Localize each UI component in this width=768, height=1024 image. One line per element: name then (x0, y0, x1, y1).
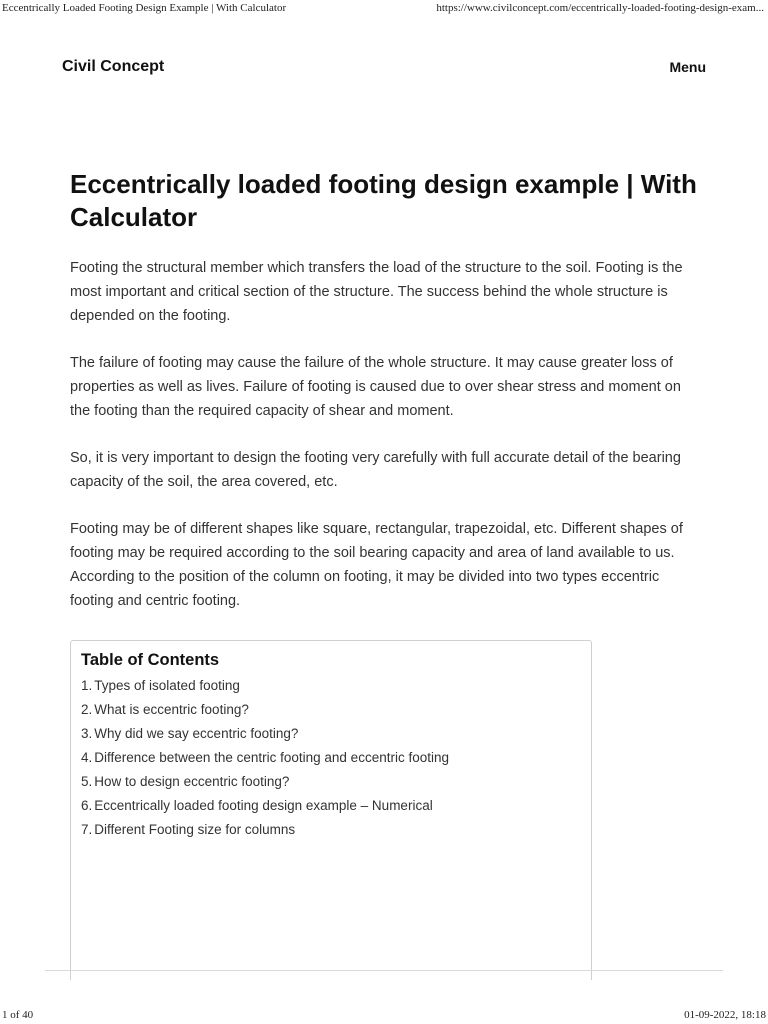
toc-item-label: Eccentrically loaded footing design example – Numerical (94, 798, 433, 813)
toc-item (81, 698, 581, 722)
toc-link[interactable] (81, 702, 249, 717)
toc-item (81, 674, 581, 698)
article (70, 168, 702, 636)
toc-item-label: How to design eccentric footing? (94, 774, 290, 789)
toc-item-number: 7. (81, 822, 93, 837)
toc-item-number: 3. (81, 726, 93, 741)
article-paragraph: The failure of footing may cause the failure of the whole structure. It may cause greater loss of properties as well as lives. Failure of footing is caused due to over shear stress and moment on the footing than the required capacity of shear and moment. (70, 355, 681, 419)
table-of-contents (70, 640, 592, 980)
toc-link[interactable] (81, 822, 295, 837)
toc-item-number: 5. (81, 774, 93, 789)
toc-item-number: 2. (81, 702, 93, 717)
toc-item-label: Difference between the centric footing and eccentric footing (94, 750, 449, 765)
toc-link[interactable] (81, 726, 298, 741)
site-logo-link[interactable]: Civil Concept (62, 58, 165, 75)
article-paragraph: Footing the structural member which transfers the load of the structure to the soil. Footing is the most important and critical section of the structure. The success behind the whole structure is depended on the footing. (70, 260, 683, 324)
toc-item-label: Different Footing size for columns (94, 822, 296, 837)
toc-link[interactable] (81, 678, 240, 693)
toc-item (81, 746, 581, 770)
toc-item-number: 4. (81, 750, 93, 765)
toc-item (81, 770, 581, 794)
toc-list (81, 674, 581, 842)
toc-item-number: 1. (81, 678, 93, 693)
article-title: Eccentrically loaded footing design example | With Calculator (70, 169, 697, 232)
print-header (0, 0, 768, 18)
site-header (0, 58, 768, 82)
toc-link[interactable] (81, 774, 289, 789)
print-page-url: https://www.civilconcept.com/eccentrically-loaded-footing-design-exam... (436, 2, 764, 14)
print-datetime: 01-09-2022, 18:18 (684, 1009, 766, 1021)
toc-title: Table of Contents (81, 651, 220, 669)
page-divider (45, 970, 723, 971)
toc-item-number: 6. (81, 798, 93, 813)
toc-item-label: Why did we say eccentric footing? (94, 726, 299, 741)
toc-item (81, 794, 581, 818)
toc-item (81, 722, 581, 746)
menu-button[interactable]: Menu (669, 59, 706, 75)
toc-link[interactable] (81, 750, 449, 765)
toc-item-label: Types of isolated footing (94, 678, 240, 693)
print-page-title: Eccentrically Loaded Footing Design Example | With Calculator (2, 2, 287, 14)
article-paragraph: So, it is very important to design the footing very carefully with full accurate detail of the bearing capacity of the soil, the area covered, etc. (70, 450, 681, 490)
toc-item (81, 818, 581, 842)
toc-item-label: What is eccentric footing? (94, 702, 249, 717)
article-paragraph: Footing may be of different shapes like square, rectangular, trapezoidal, etc. Different shapes of footing may be required according to the soil bearing capacity and area of land available to us. According to the position of the column on footing, it may be divided into two types eccentric footing and centric footing. (70, 521, 683, 609)
print-footer (0, 1006, 768, 1024)
page-counter: 1 of 40 (2, 1009, 34, 1021)
toc-link[interactable] (81, 798, 433, 813)
